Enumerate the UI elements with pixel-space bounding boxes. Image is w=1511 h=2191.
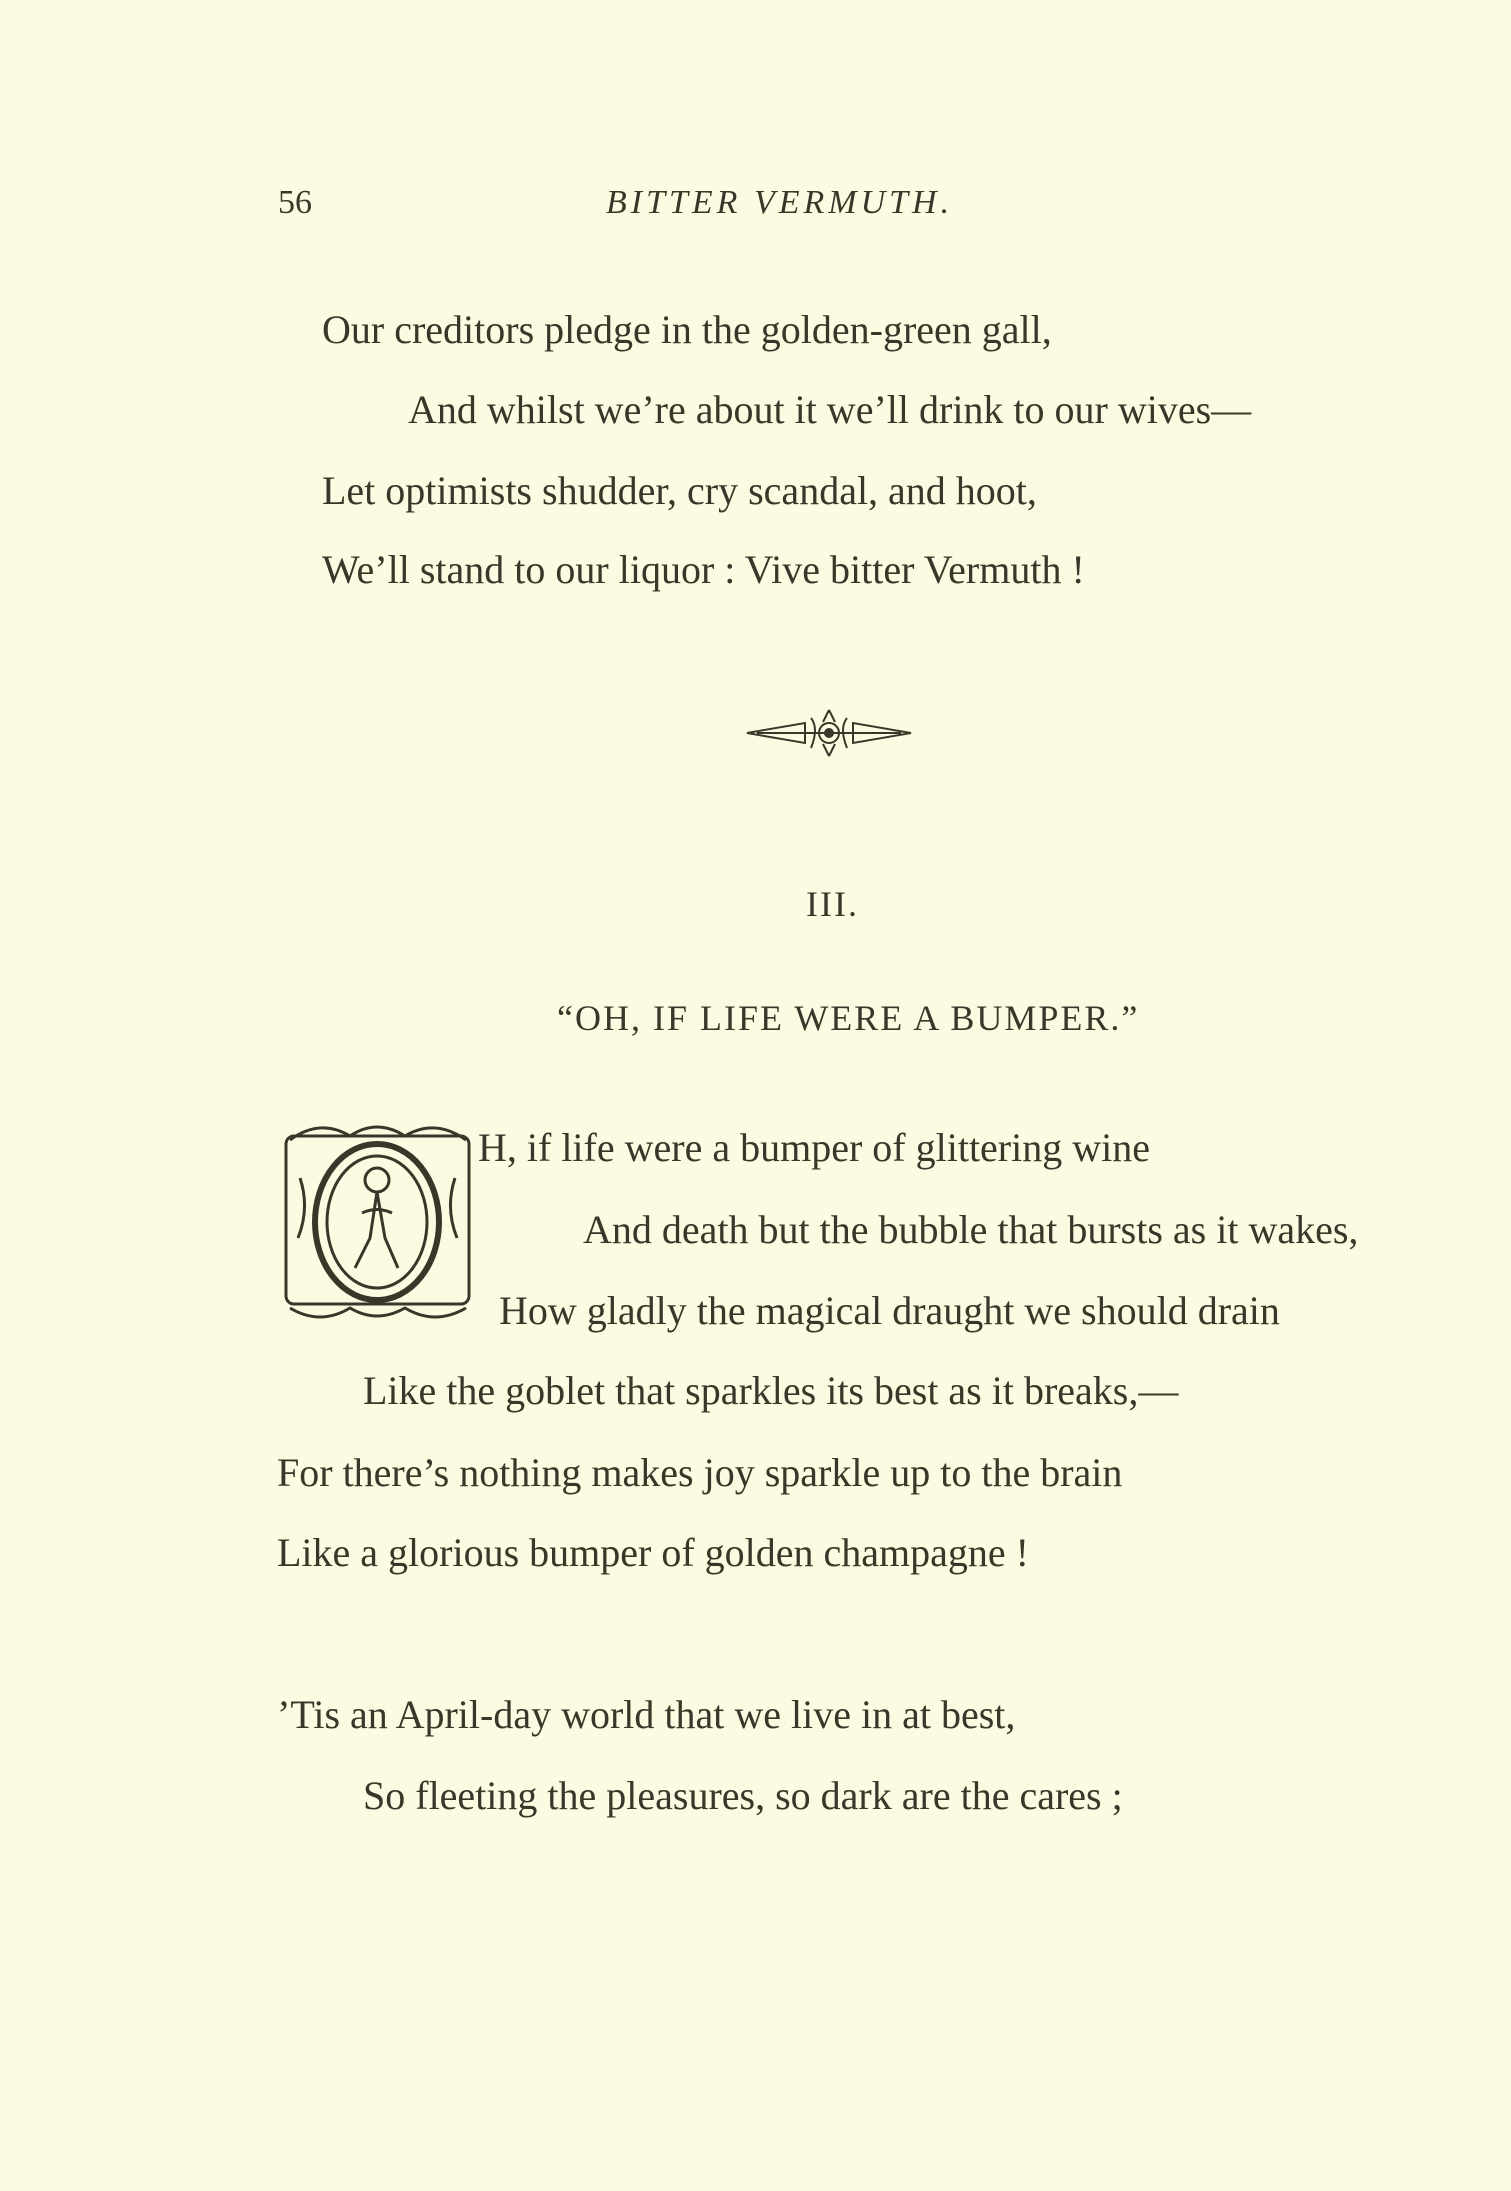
verse-line: Let optimists shudder, cry scandal, and hoot, [322,468,1037,513]
page-number: 56 [278,184,312,221]
verse-line: Like the goblet that sparkles its best as it breaks,— [363,1368,1179,1413]
verse-line: And death but the bubble that bursts as it wakes, [583,1207,1359,1252]
verse-line: And whilst we’re about it we’ll drink to our wives— [408,387,1252,432]
section-number: III. [806,884,859,924]
section-title: “OH, IF LIFE WERE A BUMPER.” [557,998,1140,1038]
running-title: BITTER VERMUTH. [606,184,954,221]
verse-line: Our creditors pledge in the golden-green gall, [322,307,1052,352]
verse-line: So fleeting the pleasures, so dark are the cares ; [363,1773,1123,1818]
verse-line: For there’s nothing makes joy sparkle up to the brain [277,1450,1123,1495]
ornament-divider-icon [745,708,913,758]
verse-line: How gladly the magical draught we should drain [499,1288,1280,1333]
verse-line: We’ll stand to our liquor : Vive bitter Vermuth ! [322,547,1085,592]
verse-line: H, if life were a bumper of glittering wine [478,1125,1150,1170]
verse-line: ’Tis an April-day world that we live in at best, [277,1692,1016,1737]
drop-cap-o-icon [280,1118,475,1326]
verse-line: Like a glorious bumper of golden champagne ! [277,1530,1029,1575]
